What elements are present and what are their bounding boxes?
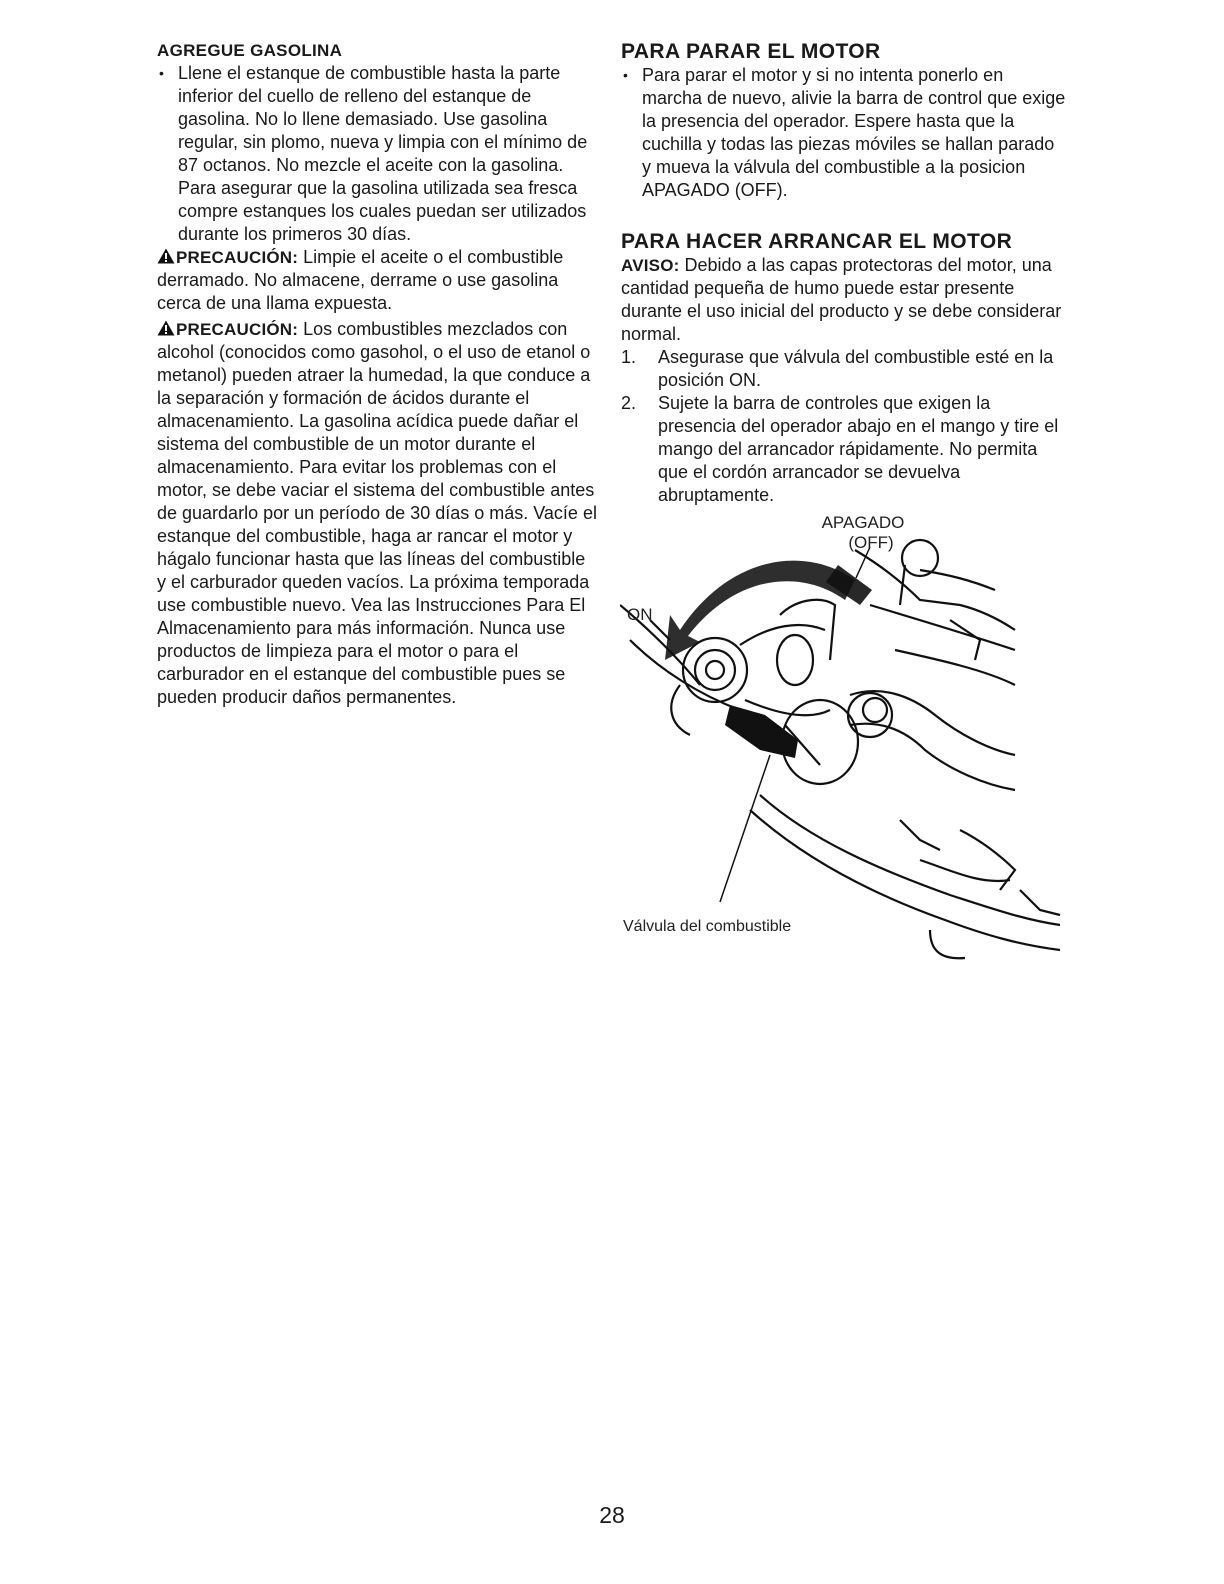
step-text: Asegurase que válvula del combustible esté en la posición ON.	[658, 347, 1054, 390]
caution-1-label: PRECAUCIÓN:	[176, 248, 299, 267]
fuel-valve-figure	[620, 510, 1065, 960]
label-off	[808, 513, 918, 553]
figure-caption: Válvula del combustible	[623, 918, 792, 935]
start-step	[621, 392, 1066, 507]
step-text: Sujete la barra de controles que exigen la presencia del operador abajo en el mango y tire el mango del arrancador rápidamente. No permita que el cordón arrancador se devuelva abruptamente.	[658, 393, 1059, 505]
step-number: 2.	[621, 393, 637, 413]
heading-start-engine: PARA HACER ARRANCAR EL MOTOR	[621, 230, 1013, 253]
caution-2	[157, 318, 597, 709]
caution-2-text: Los combustibles mezclados con alcohol (conocidos como gasohol, o el uso de etanol o metanol) pueden atraer la humedad, la que conduce a la separación y formación de ácidos durante el almacenamiento. La gasolina acídica puede dañar el sistema del combustible de un motor durante el almacenamiento. Para evitar los problemas con el motor, se debe vaciar el sistema del combustible antes de guardarlo por un período de 30 días o más. Vacíe el estanque del combustible, haga ar rancar el motor y hágalo funcionar hasta que las líneas del combustible y el carburador queden vacíos. La próxima temporada use combustible nuevo. Vea las Instrucciones Para El Almacenamiento para más información. Nunca use productos de limpieza para el motor o para el carburador en el estanque del combustible pues se pueden producir daños permanentes.	[157, 319, 597, 707]
label-off-line1: APAGADO	[821, 513, 905, 532]
add-fuel-bullet: • Llene el estanque de combustible hasta la parte inferior del cuello de relleno del estanque de gasolina. No lo llene demasiado. Use gasolina regular, sin plomo, nueva y limpia con el mínimo de 87 octanos. No mezcle el aceite con la gasolina. Para asegurar que la gasolina utilizada sea fresca compre estanques los cuales puedan ser utilizados durante los primeros 30 días.	[157, 62, 597, 246]
heading-stop-engine: PARA PARAR EL MOTOR	[621, 40, 881, 63]
left-column	[157, 40, 597, 709]
add-fuel-list	[157, 62, 597, 246]
caution-1	[157, 246, 597, 315]
notice	[621, 254, 1066, 346]
label-off-line2: (OFF)	[848, 533, 894, 552]
caution-2-label: PRECAUCIÓN:	[176, 320, 299, 339]
step-number: 1.	[621, 347, 637, 367]
fuel-valve-illustration	[620, 510, 1065, 960]
start-step	[621, 346, 1066, 392]
right-column	[621, 40, 1066, 507]
warning-triangle-icon	[157, 248, 175, 264]
notice-text: Debido a las capas protectoras del motor, una cantidad pequeña de humo puede estar presente durante el uso inicial del producto y se debe considerar normal.	[621, 255, 1062, 344]
caution-1-text: Limpie el aceite o el combustible derramado. No almacene, derrame o use gasolina cerca de una llama expuesta.	[157, 247, 564, 313]
stop-engine-bullet: • Para parar el motor y si no intenta ponerlo en marcha de nuevo, alivie la barra de control que exige la presencia del operador. Espere hasta que la cuchilla y todas las piezas móviles se hallan parado y mueva la válvula del combustible a la posicion APAGADO (OFF).	[621, 64, 1066, 202]
stop-engine-list	[621, 64, 1066, 202]
warning-triangle-icon	[157, 320, 175, 336]
heading-add-fuel: AGREGUE GASOLINA	[157, 41, 343, 60]
page-number: 28	[599, 1502, 625, 1528]
label-on: ON	[627, 605, 653, 624]
notice-label: AVISO:	[621, 256, 680, 275]
start-steps	[621, 346, 1066, 507]
